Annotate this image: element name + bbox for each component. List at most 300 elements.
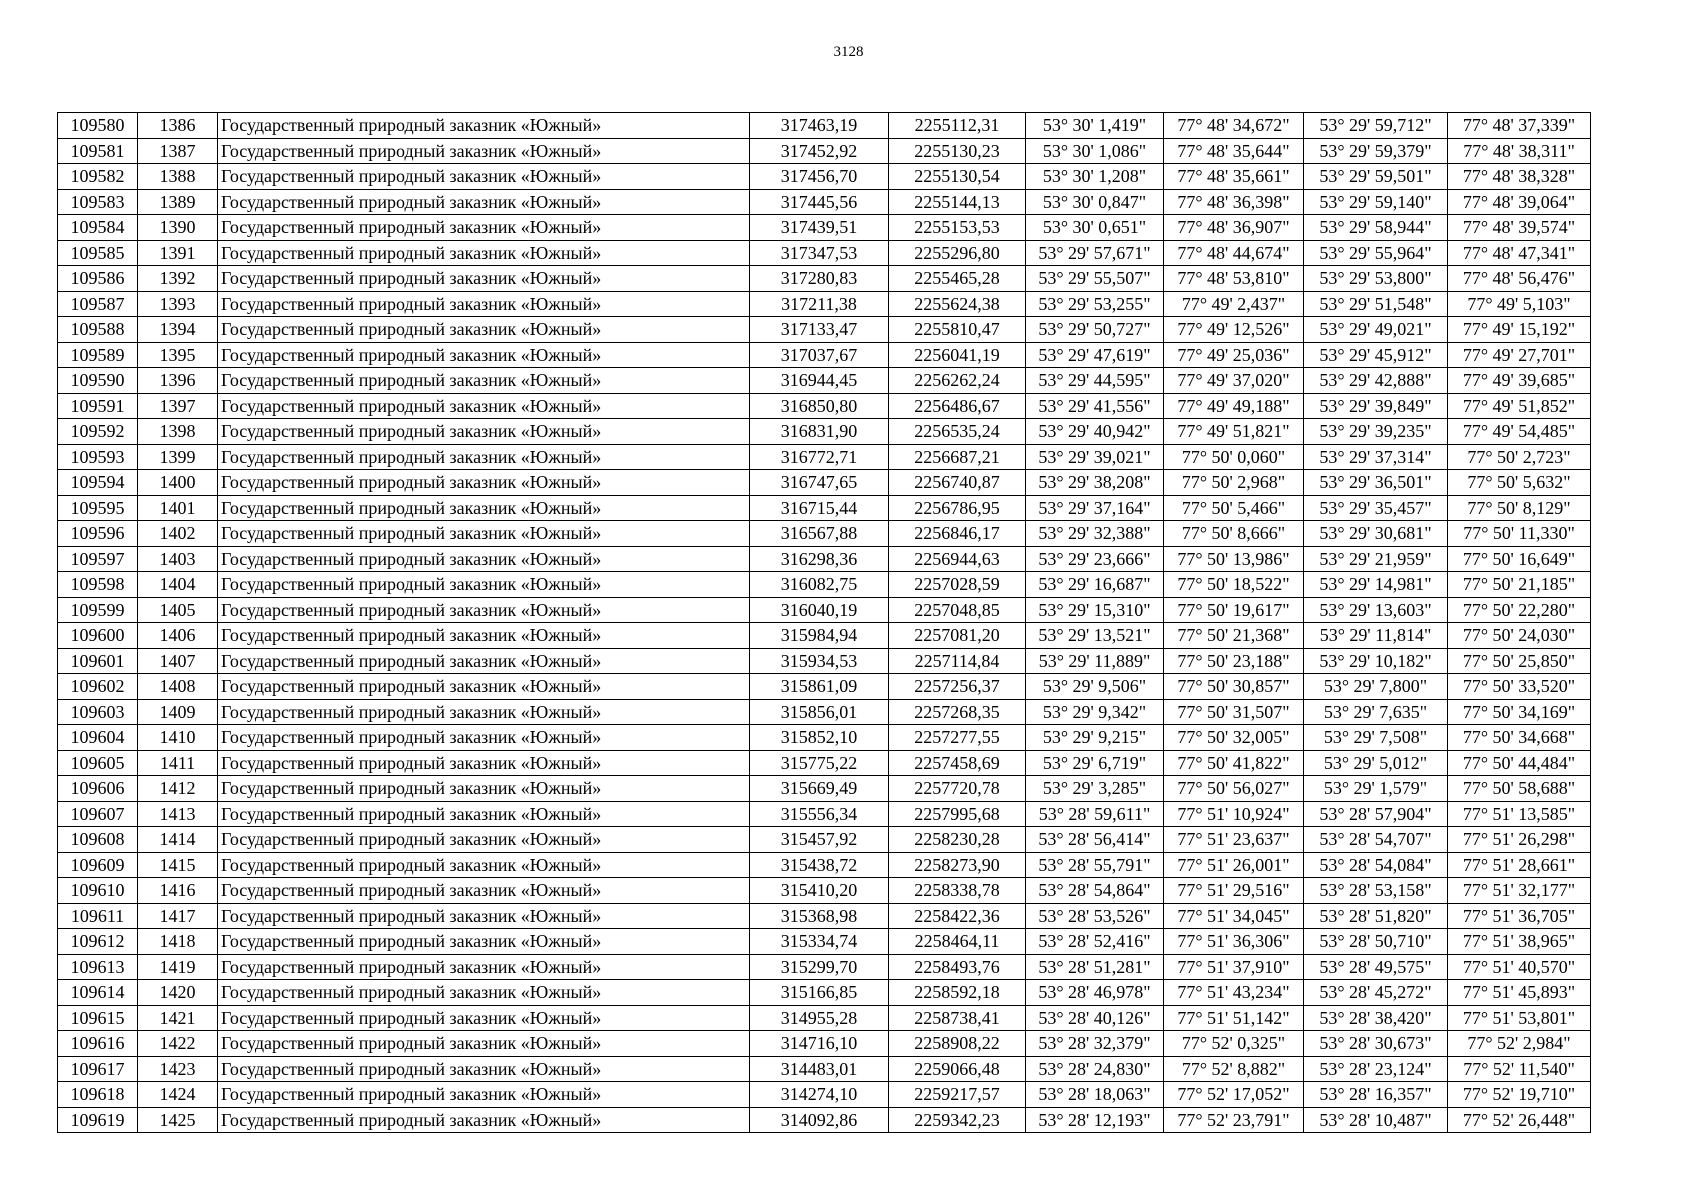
table-row: [58, 495, 1591, 521]
table-row: [58, 470, 1591, 496]
cell-coord-y: 2259217,57: [889, 1082, 1026, 1108]
cell-latitude-2: 53° 29' 7,800": [1304, 674, 1448, 700]
cell-record-id: 109592: [58, 419, 138, 445]
cell-latitude-1: 53° 29' 57,671": [1026, 240, 1164, 266]
cell-latitude-2: 53° 29' 36,501": [1304, 470, 1448, 496]
cell-longitude-1: 77° 48' 36,907": [1164, 215, 1304, 241]
cell-longitude-2: 77° 50' 24,030": [1448, 623, 1591, 649]
cell-record-id: 109589: [58, 342, 138, 368]
cell-point-number: 1400: [138, 470, 218, 496]
cell-record-id: 109580: [58, 113, 138, 139]
table-row: [58, 266, 1591, 292]
cell-object-name: Государственный природный заказник «Южный»: [218, 266, 750, 292]
cell-coord-y: 2256535,24: [889, 419, 1026, 445]
cell-coord-x: 314483,01: [750, 1056, 889, 1082]
cell-point-number: 1417: [138, 903, 218, 929]
cell-point-number: 1401: [138, 495, 218, 521]
cell-coord-x: 317133,47: [750, 317, 889, 343]
cell-longitude-1: 77° 51' 10,924": [1164, 801, 1304, 827]
cell-latitude-2: 53° 28' 49,575": [1304, 954, 1448, 980]
cell-longitude-1: 77° 50' 32,005": [1164, 725, 1304, 751]
cell-coord-y: 2256944,63: [889, 546, 1026, 572]
cell-longitude-1: 77° 49' 2,437": [1164, 291, 1304, 317]
cell-longitude-2: 77° 48' 38,328": [1448, 164, 1591, 190]
cell-latitude-2: 53° 28' 38,420": [1304, 1005, 1448, 1031]
cell-coord-x: 317037,67: [750, 342, 889, 368]
cell-record-id: 109597: [58, 546, 138, 572]
cell-record-id: 109595: [58, 495, 138, 521]
cell-longitude-1: 77° 49' 37,020": [1164, 368, 1304, 394]
table-body: [58, 113, 1591, 1133]
cell-object-name: Государственный природный заказник «Южный»: [218, 878, 750, 904]
cell-record-id: 109582: [58, 164, 138, 190]
cell-coord-x: 315775,22: [750, 750, 889, 776]
cell-longitude-2: 77° 51' 28,661": [1448, 852, 1591, 878]
cell-latitude-1: 53° 30' 0,847": [1026, 189, 1164, 215]
cell-longitude-2: 77° 51' 38,965": [1448, 929, 1591, 955]
cell-coord-y: 2257277,55: [889, 725, 1026, 751]
cell-point-number: 1405: [138, 597, 218, 623]
cell-longitude-1: 77° 49' 49,188": [1164, 393, 1304, 419]
cell-object-name: Государственный природный заказник «Южный»: [218, 189, 750, 215]
cell-object-name: Государственный природный заказник «Южный»: [218, 903, 750, 929]
cell-record-id: 109581: [58, 138, 138, 164]
cell-coord-y: 2256262,24: [889, 368, 1026, 394]
cell-point-number: 1408: [138, 674, 218, 700]
cell-longitude-1: 77° 50' 13,986": [1164, 546, 1304, 572]
cell-longitude-1: 77° 51' 51,142": [1164, 1005, 1304, 1031]
cell-latitude-1: 53° 29' 13,521": [1026, 623, 1164, 649]
cell-latitude-2: 53° 29' 53,800": [1304, 266, 1448, 292]
table-row: [58, 903, 1591, 929]
cell-coord-x: 314092,86: [750, 1107, 889, 1133]
cell-coord-x: 317452,92: [750, 138, 889, 164]
cell-latitude-2: 53° 29' 11,814": [1304, 623, 1448, 649]
cell-record-id: 109619: [58, 1107, 138, 1133]
cell-record-id: 109599: [58, 597, 138, 623]
cell-latitude-2: 53° 29' 39,235": [1304, 419, 1448, 445]
cell-latitude-2: 53° 28' 45,272": [1304, 980, 1448, 1006]
cell-object-name: Государственный природный заказник «Южный»: [218, 291, 750, 317]
cell-latitude-1: 53° 29' 23,666": [1026, 546, 1164, 572]
cell-latitude-1: 53° 28' 46,978": [1026, 980, 1164, 1006]
cell-longitude-1: 77° 50' 18,522": [1164, 572, 1304, 598]
cell-longitude-2: 77° 51' 26,298": [1448, 827, 1591, 853]
cell-latitude-2: 53° 29' 49,021": [1304, 317, 1448, 343]
cell-point-number: 1422: [138, 1031, 218, 1057]
cell-object-name: Государственный природный заказник «Южный»: [218, 623, 750, 649]
cell-longitude-1: 77° 48' 34,672": [1164, 113, 1304, 139]
cell-longitude-2: 77° 48' 39,574": [1448, 215, 1591, 241]
cell-longitude-1: 77° 52' 0,325": [1164, 1031, 1304, 1057]
cell-latitude-1: 53° 29' 53,255": [1026, 291, 1164, 317]
cell-coord-x: 315166,85: [750, 980, 889, 1006]
cell-point-number: 1416: [138, 878, 218, 904]
cell-longitude-1: 77° 50' 23,188": [1164, 648, 1304, 674]
cell-longitude-2: 77° 50' 34,169": [1448, 699, 1591, 725]
cell-longitude-2: 77° 51' 32,177": [1448, 878, 1591, 904]
cell-longitude-2: 77° 49' 54,485": [1448, 419, 1591, 445]
cell-record-id: 109603: [58, 699, 138, 725]
cell-longitude-1: 77° 51' 29,516": [1164, 878, 1304, 904]
cell-latitude-2: 53° 28' 53,158": [1304, 878, 1448, 904]
table-row: [58, 827, 1591, 853]
coordinates-table: [57, 112, 1591, 1133]
cell-longitude-2: 77° 49' 27,701": [1448, 342, 1591, 368]
cell-latitude-1: 53° 29' 38,208": [1026, 470, 1164, 496]
cell-object-name: Государственный природный заказник «Южный»: [218, 1107, 750, 1133]
cell-longitude-2: 77° 52' 2,984": [1448, 1031, 1591, 1057]
cell-object-name: Государственный природный заказник «Южный»: [218, 495, 750, 521]
cell-record-id: 109617: [58, 1056, 138, 1082]
cell-coord-y: 2257720,78: [889, 776, 1026, 802]
cell-longitude-1: 77° 50' 2,968": [1164, 470, 1304, 496]
cell-latitude-1: 53° 28' 52,416": [1026, 929, 1164, 955]
cell-longitude-1: 77° 48' 44,674": [1164, 240, 1304, 266]
cell-longitude-2: 77° 52' 19,710": [1448, 1082, 1591, 1108]
cell-latitude-2: 53° 28' 50,710": [1304, 929, 1448, 955]
cell-longitude-1: 77° 52' 23,791": [1164, 1107, 1304, 1133]
table-row: [58, 368, 1591, 394]
cell-object-name: Государственный природный заказник «Южный»: [218, 240, 750, 266]
cell-latitude-1: 53° 29' 55,507": [1026, 266, 1164, 292]
cell-point-number: 1413: [138, 801, 218, 827]
cell-latitude-1: 53° 29' 3,285": [1026, 776, 1164, 802]
cell-latitude-2: 53° 28' 30,673": [1304, 1031, 1448, 1057]
cell-longitude-2: 77° 49' 5,103": [1448, 291, 1591, 317]
cell-point-number: 1411: [138, 750, 218, 776]
cell-latitude-1: 53° 28' 59,611": [1026, 801, 1164, 827]
cell-longitude-2: 77° 49' 39,685": [1448, 368, 1591, 394]
cell-latitude-2: 53° 28' 51,820": [1304, 903, 1448, 929]
cell-object-name: Государственный природный заказник «Южный»: [218, 725, 750, 751]
table-row: [58, 674, 1591, 700]
table-row: [58, 1107, 1591, 1133]
cell-point-number: 1398: [138, 419, 218, 445]
cell-object-name: Государственный природный заказник «Южный»: [218, 597, 750, 623]
cell-latitude-2: 53° 29' 55,964": [1304, 240, 1448, 266]
cell-coord-y: 2257028,59: [889, 572, 1026, 598]
cell-record-id: 109598: [58, 572, 138, 598]
cell-coord-x: 317456,70: [750, 164, 889, 190]
cell-coord-y: 2255144,13: [889, 189, 1026, 215]
table-row: [58, 393, 1591, 419]
cell-point-number: 1421: [138, 1005, 218, 1031]
cell-record-id: 109588: [58, 317, 138, 343]
cell-longitude-1: 77° 48' 35,644": [1164, 138, 1304, 164]
cell-coord-x: 314955,28: [750, 1005, 889, 1031]
cell-coord-y: 2256786,95: [889, 495, 1026, 521]
cell-longitude-1: 77° 52' 8,882": [1164, 1056, 1304, 1082]
cell-object-name: Государственный природный заказник «Южный»: [218, 215, 750, 241]
cell-coord-x: 316944,45: [750, 368, 889, 394]
cell-coord-x: 315368,98: [750, 903, 889, 929]
cell-coord-y: 2255112,31: [889, 113, 1026, 139]
cell-point-number: 1418: [138, 929, 218, 955]
cell-longitude-2: 77° 52' 26,448": [1448, 1107, 1591, 1133]
cell-object-name: Государственный природный заказник «Южный»: [218, 1031, 750, 1057]
cell-coord-x: 315861,09: [750, 674, 889, 700]
cell-coord-x: 316040,19: [750, 597, 889, 623]
cell-record-id: 109601: [58, 648, 138, 674]
cell-latitude-2: 53° 29' 10,182": [1304, 648, 1448, 674]
cell-coord-y: 2257458,69: [889, 750, 1026, 776]
cell-latitude-1: 53° 28' 53,526": [1026, 903, 1164, 929]
cell-coord-x: 315934,53: [750, 648, 889, 674]
cell-record-id: 109612: [58, 929, 138, 955]
cell-point-number: 1395: [138, 342, 218, 368]
cell-longitude-2: 77° 48' 38,311": [1448, 138, 1591, 164]
table-row: [58, 1005, 1591, 1031]
cell-object-name: Государственный природный заказник «Южный»: [218, 648, 750, 674]
cell-latitude-2: 53° 29' 58,944": [1304, 215, 1448, 241]
cell-latitude-1: 53° 29' 9,215": [1026, 725, 1164, 751]
cell-longitude-2: 77° 50' 22,280": [1448, 597, 1591, 623]
cell-object-name: Государственный природный заказник «Южный»: [218, 113, 750, 139]
cell-record-id: 109614: [58, 980, 138, 1006]
table-row: [58, 189, 1591, 215]
table-row: [58, 929, 1591, 955]
table-row: [58, 648, 1591, 674]
cell-latitude-1: 53° 30' 1,086": [1026, 138, 1164, 164]
cell-coord-x: 316747,65: [750, 470, 889, 496]
cell-longitude-2: 77° 50' 2,723": [1448, 444, 1591, 470]
table-row: [58, 419, 1591, 445]
cell-coord-y: 2255624,38: [889, 291, 1026, 317]
cell-object-name: Государственный природный заказник «Южный»: [218, 572, 750, 598]
cell-object-name: Государственный природный заказник «Южный»: [218, 954, 750, 980]
cell-coord-y: 2256687,21: [889, 444, 1026, 470]
cell-coord-x: 315556,34: [750, 801, 889, 827]
cell-point-number: 1410: [138, 725, 218, 751]
table-row: [58, 572, 1591, 598]
cell-record-id: 109593: [58, 444, 138, 470]
cell-object-name: Государственный природный заказник «Южный»: [218, 750, 750, 776]
cell-object-name: Государственный природный заказник «Южный»: [218, 801, 750, 827]
table-row: [58, 852, 1591, 878]
cell-latitude-1: 53° 28' 32,379": [1026, 1031, 1164, 1057]
cell-coord-y: 2258338,78: [889, 878, 1026, 904]
cell-latitude-2: 53° 28' 54,084": [1304, 852, 1448, 878]
table-row: [58, 342, 1591, 368]
cell-record-id: 109610: [58, 878, 138, 904]
cell-point-number: 1414: [138, 827, 218, 853]
cell-latitude-1: 53° 28' 12,193": [1026, 1107, 1164, 1133]
cell-longitude-1: 77° 50' 56,027": [1164, 776, 1304, 802]
cell-longitude-1: 77° 51' 34,045": [1164, 903, 1304, 929]
cell-coord-x: 315457,92: [750, 827, 889, 853]
cell-coord-y: 2258908,22: [889, 1031, 1026, 1057]
cell-latitude-2: 53° 29' 59,140": [1304, 189, 1448, 215]
cell-latitude-2: 53° 28' 23,124": [1304, 1056, 1448, 1082]
cell-point-number: 1407: [138, 648, 218, 674]
cell-longitude-2: 77° 52' 11,540": [1448, 1056, 1591, 1082]
cell-latitude-1: 53° 28' 56,414": [1026, 827, 1164, 853]
cell-record-id: 109590: [58, 368, 138, 394]
cell-point-number: 1394: [138, 317, 218, 343]
table-row: [58, 597, 1591, 623]
cell-object-name: Государственный природный заказник «Южный»: [218, 852, 750, 878]
cell-point-number: 1386: [138, 113, 218, 139]
cell-record-id: 109584: [58, 215, 138, 241]
cell-point-number: 1392: [138, 266, 218, 292]
cell-record-id: 109605: [58, 750, 138, 776]
cell-longitude-1: 77° 48' 53,810": [1164, 266, 1304, 292]
cell-record-id: 109602: [58, 674, 138, 700]
cell-record-id: 109611: [58, 903, 138, 929]
cell-coord-x: 315438,72: [750, 852, 889, 878]
cell-latitude-2: 53° 28' 54,707": [1304, 827, 1448, 853]
cell-coord-x: 316831,90: [750, 419, 889, 445]
table-row: [58, 801, 1591, 827]
cell-point-number: 1388: [138, 164, 218, 190]
cell-longitude-2: 77° 51' 40,570": [1448, 954, 1591, 980]
cell-latitude-2: 53° 29' 21,959": [1304, 546, 1448, 572]
cell-coord-y: 2257256,37: [889, 674, 1026, 700]
cell-latitude-1: 53° 29' 44,595": [1026, 368, 1164, 394]
cell-coord-x: 317445,56: [750, 189, 889, 215]
cell-longitude-1: 77° 50' 0,060": [1164, 444, 1304, 470]
cell-longitude-2: 77° 49' 15,192": [1448, 317, 1591, 343]
cell-longitude-1: 77° 48' 36,398": [1164, 189, 1304, 215]
cell-longitude-1: 77° 51' 37,910": [1164, 954, 1304, 980]
cell-record-id: 109596: [58, 521, 138, 547]
cell-object-name: Государственный природный заказник «Южный»: [218, 138, 750, 164]
cell-coord-y: 2257081,20: [889, 623, 1026, 649]
cell-latitude-2: 53° 29' 42,888": [1304, 368, 1448, 394]
cell-object-name: Государственный природный заказник «Южный»: [218, 164, 750, 190]
cell-coord-y: 2255130,54: [889, 164, 1026, 190]
cell-latitude-1: 53° 29' 50,727": [1026, 317, 1164, 343]
cell-point-number: 1425: [138, 1107, 218, 1133]
cell-latitude-2: 53° 29' 5,012": [1304, 750, 1448, 776]
cell-coord-x: 316715,44: [750, 495, 889, 521]
cell-latitude-2: 53° 29' 59,379": [1304, 138, 1448, 164]
cell-longitude-1: 77° 50' 21,368": [1164, 623, 1304, 649]
table-row: [58, 215, 1591, 241]
cell-latitude-1: 53° 30' 1,419": [1026, 113, 1164, 139]
cell-object-name: Государственный природный заказник «Южный»: [218, 674, 750, 700]
table-row: [58, 623, 1591, 649]
cell-record-id: 109604: [58, 725, 138, 751]
cell-record-id: 109616: [58, 1031, 138, 1057]
cell-point-number: 1404: [138, 572, 218, 598]
cell-record-id: 109618: [58, 1082, 138, 1108]
cell-record-id: 109586: [58, 266, 138, 292]
cell-latitude-2: 53° 28' 57,904": [1304, 801, 1448, 827]
cell-longitude-1: 77° 50' 19,617": [1164, 597, 1304, 623]
cell-coord-x: 317280,83: [750, 266, 889, 292]
cell-coord-y: 2255810,47: [889, 317, 1026, 343]
cell-longitude-2: 77° 50' 5,632": [1448, 470, 1591, 496]
cell-object-name: Государственный природный заказник «Южный»: [218, 368, 750, 394]
cell-latitude-2: 53° 29' 39,849": [1304, 393, 1448, 419]
cell-coord-x: 317347,53: [750, 240, 889, 266]
table-row: [58, 699, 1591, 725]
cell-coord-x: 317211,38: [750, 291, 889, 317]
cell-longitude-1: 77° 49' 25,036": [1164, 342, 1304, 368]
cell-coord-y: 2255465,28: [889, 266, 1026, 292]
cell-point-number: 1412: [138, 776, 218, 802]
cell-latitude-1: 53° 28' 24,830": [1026, 1056, 1164, 1082]
cell-coord-y: 2258738,41: [889, 1005, 1026, 1031]
table-row: [58, 164, 1591, 190]
cell-longitude-2: 77° 50' 34,668": [1448, 725, 1591, 751]
cell-object-name: Государственный природный заказник «Южный»: [218, 521, 750, 547]
cell-longitude-2: 77° 50' 21,185": [1448, 572, 1591, 598]
cell-latitude-2: 53° 28' 16,357": [1304, 1082, 1448, 1108]
cell-coord-x: 316082,75: [750, 572, 889, 598]
cell-object-name: Государственный природный заказник «Южный»: [218, 419, 750, 445]
cell-object-name: Государственный природный заказник «Южный»: [218, 546, 750, 572]
cell-coord-x: 315856,01: [750, 699, 889, 725]
cell-longitude-2: 77° 50' 25,850": [1448, 648, 1591, 674]
cell-latitude-2: 53° 28' 10,487": [1304, 1107, 1448, 1133]
table-row: [58, 291, 1591, 317]
cell-coord-x: 315299,70: [750, 954, 889, 980]
cell-coord-y: 2258230,28: [889, 827, 1026, 853]
cell-longitude-1: 77° 49' 51,821": [1164, 419, 1304, 445]
cell-coord-x: 314274,10: [750, 1082, 889, 1108]
cell-point-number: 1415: [138, 852, 218, 878]
cell-object-name: Государственный природный заказник «Южный»: [218, 470, 750, 496]
cell-latitude-2: 53° 29' 30,681": [1304, 521, 1448, 547]
cell-latitude-2: 53° 29' 37,314": [1304, 444, 1448, 470]
cell-latitude-1: 53° 29' 32,388": [1026, 521, 1164, 547]
cell-latitude-1: 53° 29' 40,942": [1026, 419, 1164, 445]
cell-record-id: 109607: [58, 801, 138, 827]
cell-coord-x: 316850,80: [750, 393, 889, 419]
cell-record-id: 109608: [58, 827, 138, 853]
cell-object-name: Государственный природный заказник «Южный»: [218, 1082, 750, 1108]
cell-longitude-1: 77° 51' 43,234": [1164, 980, 1304, 1006]
cell-longitude-2: 77° 50' 8,129": [1448, 495, 1591, 521]
cell-point-number: 1423: [138, 1056, 218, 1082]
table-row: [58, 546, 1591, 572]
cell-latitude-1: 53° 29' 6,719": [1026, 750, 1164, 776]
table-row: [58, 240, 1591, 266]
cell-latitude-1: 53° 28' 55,791": [1026, 852, 1164, 878]
cell-longitude-1: 77° 50' 5,466": [1164, 495, 1304, 521]
cell-latitude-2: 53° 29' 7,508": [1304, 725, 1448, 751]
cell-coord-x: 314716,10: [750, 1031, 889, 1057]
cell-object-name: Государственный природный заказник «Южный»: [218, 393, 750, 419]
cell-latitude-1: 53° 30' 1,208": [1026, 164, 1164, 190]
cell-object-name: Государственный природный заказник «Южный»: [218, 1056, 750, 1082]
cell-coord-y: 2258493,76: [889, 954, 1026, 980]
cell-record-id: 109591: [58, 393, 138, 419]
cell-coord-y: 2258464,11: [889, 929, 1026, 955]
table-row: [58, 138, 1591, 164]
cell-longitude-2: 77° 48' 47,341": [1448, 240, 1591, 266]
cell-longitude-1: 77° 50' 30,857": [1164, 674, 1304, 700]
cell-latitude-2: 53° 29' 35,457": [1304, 495, 1448, 521]
cell-longitude-2: 77° 51' 13,585": [1448, 801, 1591, 827]
cell-longitude-1: 77° 50' 31,507": [1164, 699, 1304, 725]
table-row: [58, 954, 1591, 980]
cell-longitude-2: 77° 48' 56,476": [1448, 266, 1591, 292]
cell-record-id: 109609: [58, 852, 138, 878]
cell-longitude-2: 77° 51' 36,705": [1448, 903, 1591, 929]
table-row: [58, 1056, 1591, 1082]
cell-longitude-1: 77° 51' 36,306": [1164, 929, 1304, 955]
cell-coord-x: 317439,51: [750, 215, 889, 241]
cell-latitude-2: 53° 29' 59,712": [1304, 113, 1448, 139]
cell-latitude-1: 53° 29' 9,506": [1026, 674, 1164, 700]
cell-latitude-1: 53° 29' 39,021": [1026, 444, 1164, 470]
cell-coord-y: 2256486,67: [889, 393, 1026, 419]
cell-longitude-1: 77° 50' 8,666": [1164, 521, 1304, 547]
